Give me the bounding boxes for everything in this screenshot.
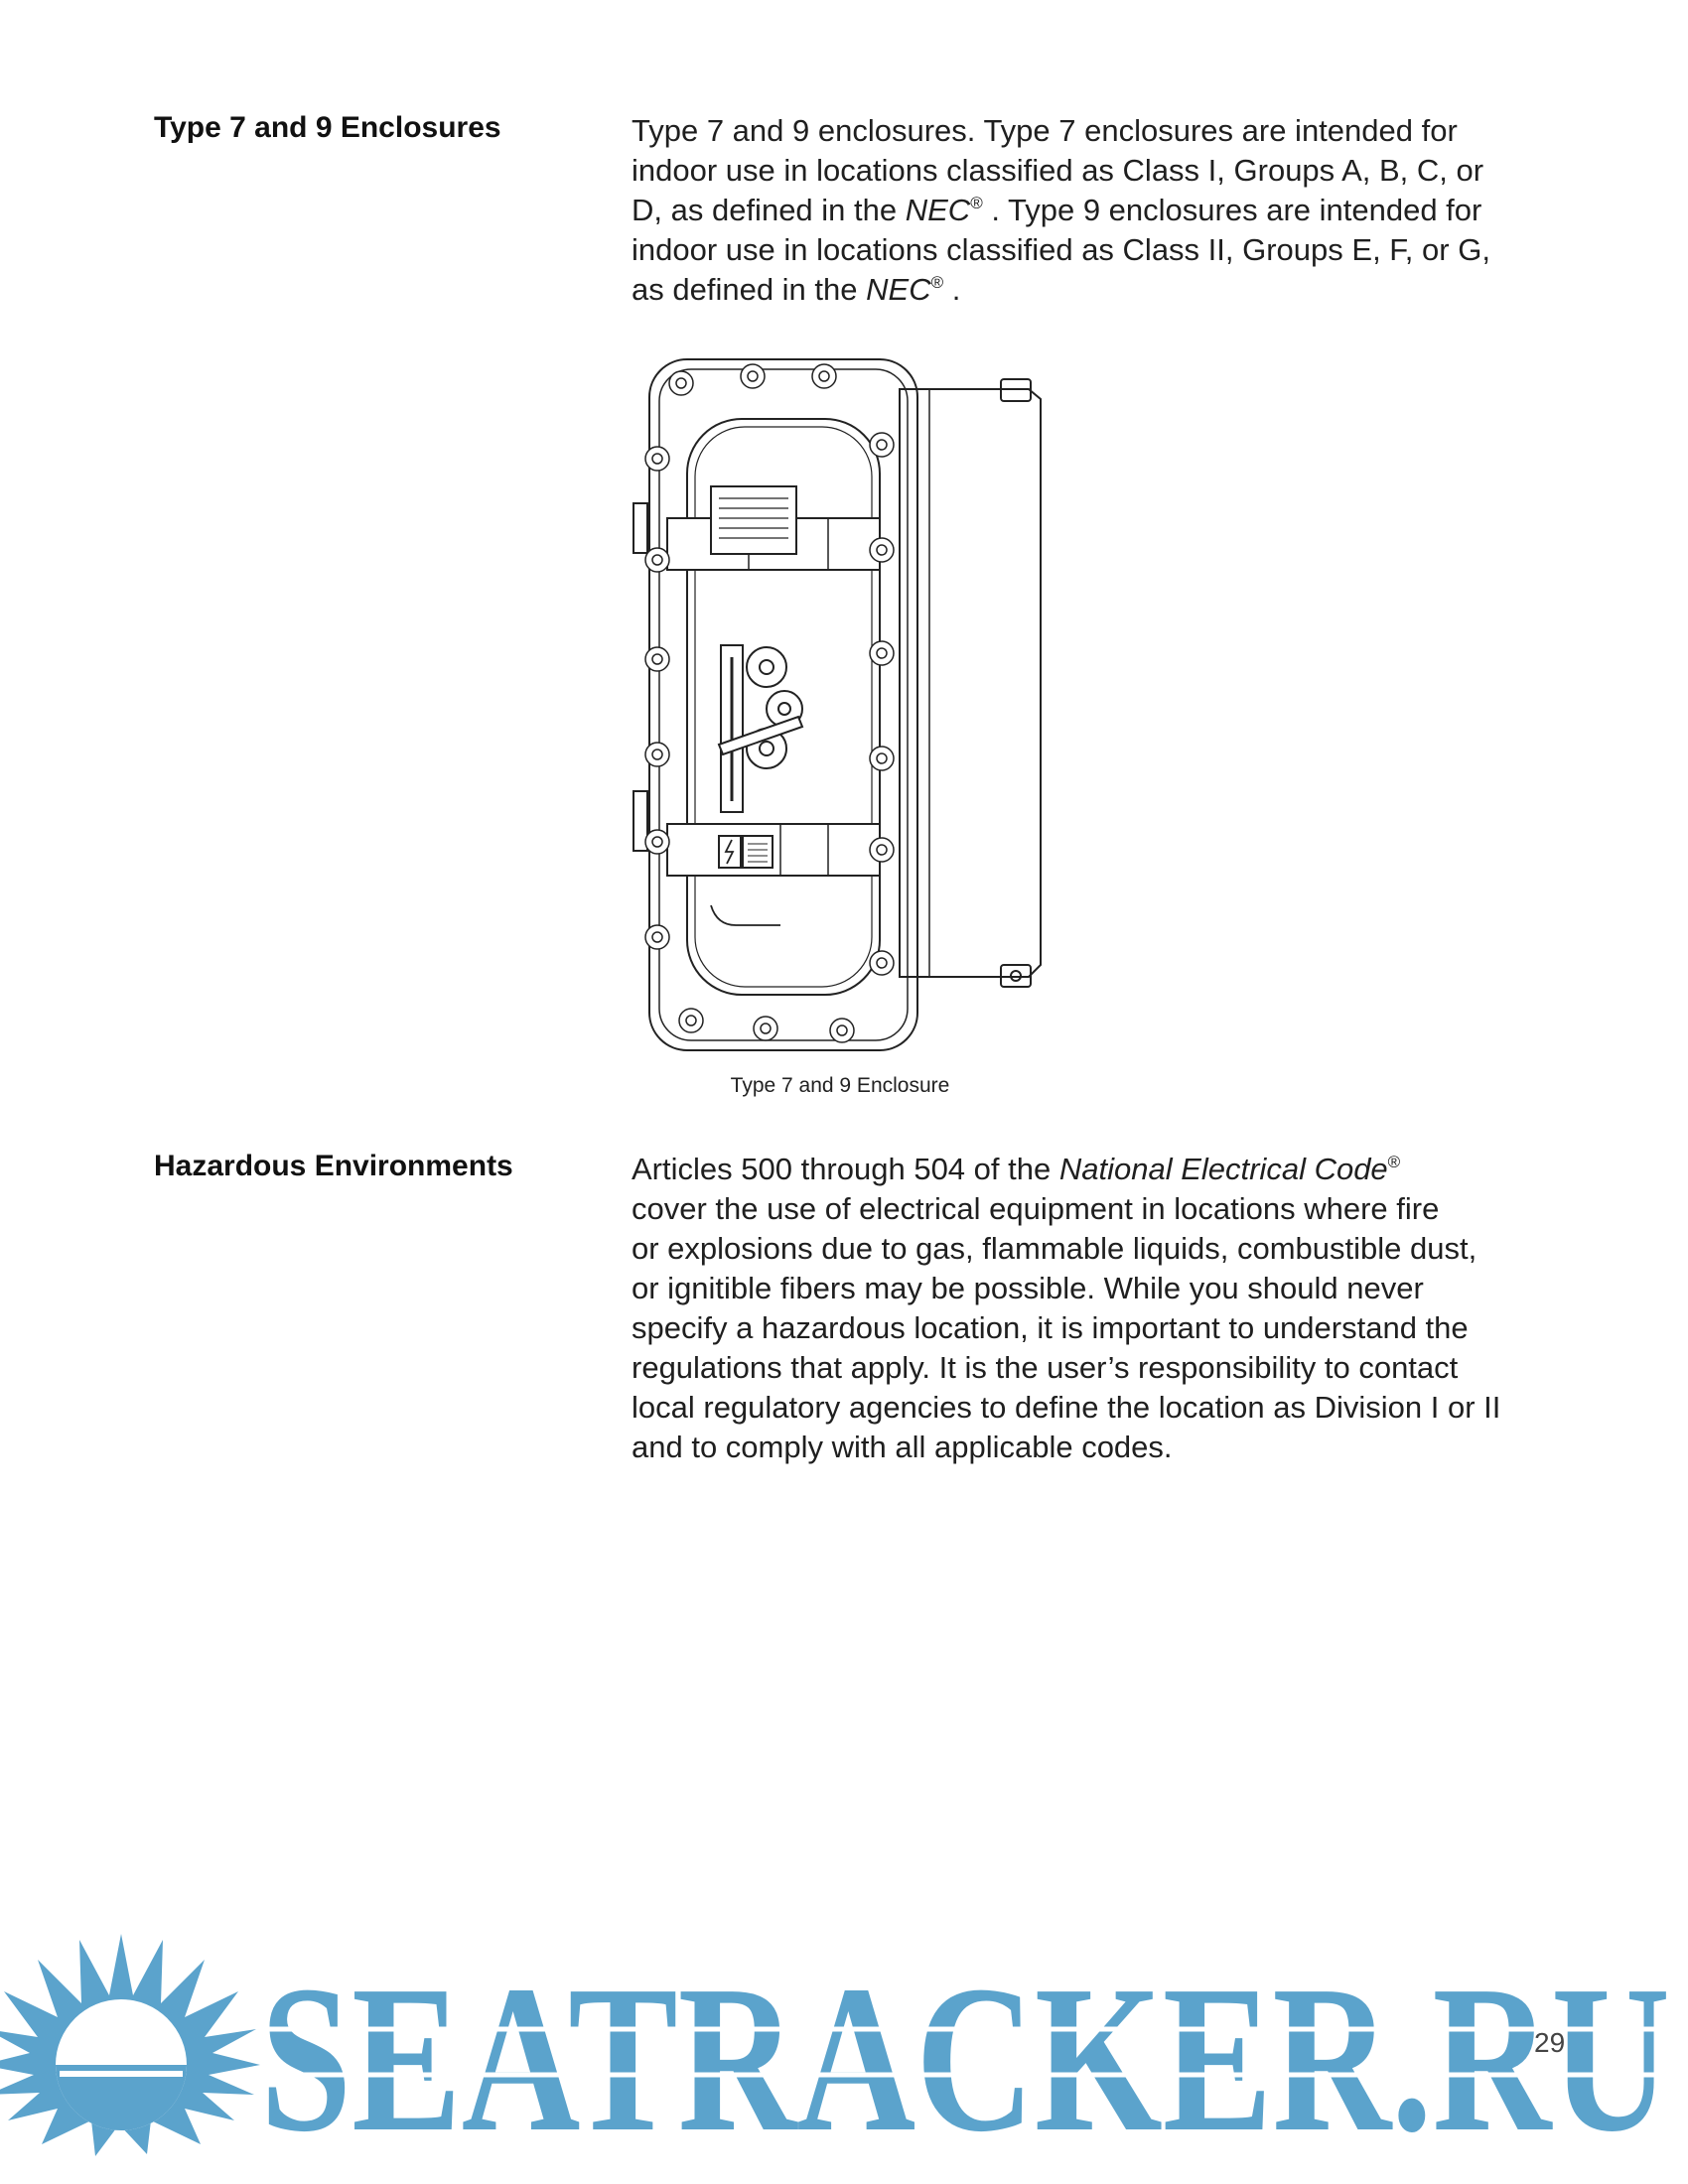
text-line: specify a hazardous location, it is important to understand the: [632, 1310, 1469, 1345]
sun-logo-icon: [0, 1934, 260, 2156]
paragraph-type-7-9: [632, 111, 1585, 310]
text-line: local regulatory agencies to define the location as Division I or II: [632, 1390, 1501, 1425]
text-line: cover the use of electrical equipment in locations where fire: [632, 1191, 1440, 1226]
explosion-proof-enclosure-illustration: [632, 349, 1058, 1064]
watermark: [0, 1926, 1688, 2184]
section-heading-type-7-9: Type 7 and 9 Enclosures: [154, 111, 501, 144]
text-line: indoor use in locations classified as Class II, Groups E, F, or G,: [632, 232, 1490, 267]
text-line: as defined in the NEC® .: [632, 272, 961, 307]
watermark-text: SEATRACKER.RU: [260, 1942, 1670, 2175]
text-line: or explosions due to gas, flammable liquids, combustible dust,: [632, 1231, 1477, 1266]
paragraph-hazardous: [632, 1150, 1585, 1467]
text-line: indoor use in locations classified as Class I, Groups A, B, C, or: [632, 153, 1484, 188]
text-line: Articles 500 through 504 of the National Electrical Code®: [632, 1152, 1401, 1186]
text-line: D, as defined in the NEC® . Type 9 enclosures are intended for: [632, 193, 1482, 227]
text-line: and to comply with all applicable codes.: [632, 1430, 1173, 1464]
text-line: Type 7 and 9 enclosures. Type 7 enclosures are intended for: [632, 113, 1458, 148]
text-line: regulations that apply. It is the user’s responsibility to contact: [632, 1350, 1459, 1385]
section-heading-hazardous: Hazardous Environments: [154, 1150, 513, 1182]
page-number: 29: [1534, 2027, 1566, 2058]
figure-caption: Type 7 and 9 Enclosure: [730, 1074, 950, 1097]
text-line: or ignitible fibers may be possible. While you should never: [632, 1271, 1424, 1305]
